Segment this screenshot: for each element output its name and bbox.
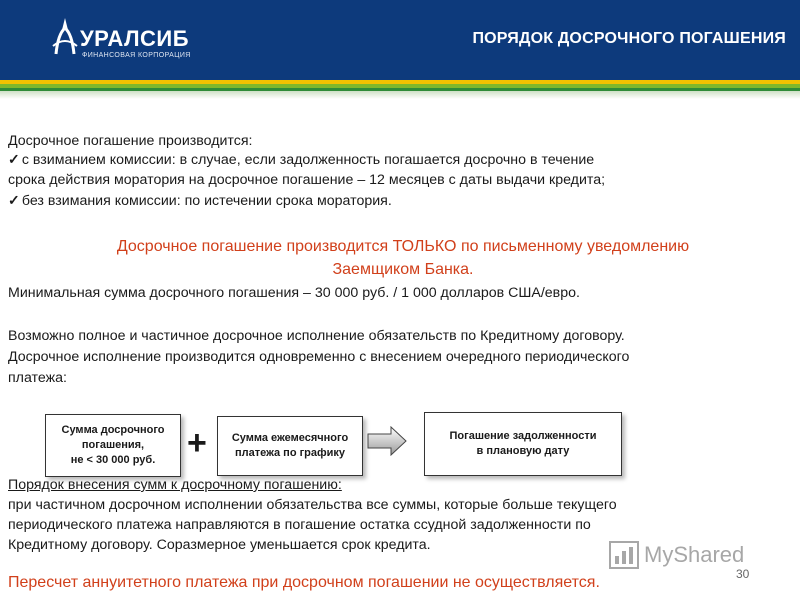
full-line2: Досрочное исполнение производится одновременно с внесением очередного периодического [8, 349, 630, 365]
item-commission [8, 151, 798, 170]
full-line3: платежа: [8, 370, 67, 386]
page-number: 30 [736, 567, 750, 581]
item-commission-line1: с взиманием комиссии: в случае, если задолженность погашается досрочно в течение [21, 152, 595, 168]
notice-line2: Заемщиком Банка. [332, 261, 474, 278]
item-no-commission-text: без взимания комиссии: по истечении срока моратория. [21, 193, 392, 209]
box1-line2: погашения, [81, 439, 145, 451]
slide-header [0, 0, 800, 80]
intro-text: Досрочное погашение производится: [8, 133, 253, 149]
box2-line1: Сумма ежемесячного [231, 432, 349, 444]
box1-line3: не < 30 000 руб. [70, 454, 156, 466]
logo-text: УРАЛСИБ [80, 26, 190, 51]
footer-notice: Пересчет аннуитетного платежа при досрочном погашении не осуществляется. [8, 574, 600, 591]
order-line1: при частичном досрочном исполнении обязательства все суммы, которые больше текущего [8, 497, 617, 513]
full-line1: Возможно полное и частичное досрочное исполнение обязательств по Кредитному договору. [8, 328, 625, 344]
box1-line1: Сумма досрочного [61, 424, 165, 436]
order-line2: периодического платежа направляются в погашение остатка ссудной задолженности по [8, 517, 591, 533]
arrow-right-icon [367, 426, 407, 456]
check-icon: ✓ [8, 152, 20, 168]
box-monthly-payment [217, 416, 363, 476]
min-sum-text: Минимальная сумма досрочного погашения – 30 000 руб. / 1 000 долларов США/евро. [8, 285, 580, 301]
item-commission-line2: срока действия моратория на досрочное погашение – 12 месяцев с даты выдачи кредита; [8, 172, 606, 188]
plus-icon: + [187, 424, 207, 462]
item-no-commission [8, 192, 798, 211]
box2-line2: платежа по графику [234, 447, 346, 459]
watermark-chart-icon [608, 540, 640, 570]
logo-mark-icon [50, 16, 80, 56]
box-early-payment-sum [45, 414, 181, 477]
page-title: ПОРЯДОК ДОСРОЧНОГО ПОГАШЕНИЯ [472, 30, 786, 47]
watermark-text: MyShared [644, 542, 745, 567]
order-line3: Кредитному договору. Соразмерное уменьшается срок кредита. [8, 537, 431, 553]
notice-line1: Досрочное погашение производится ТОЛЬКО по письменному уведомлению [116, 238, 690, 255]
stripe-fade [0, 91, 800, 99]
uralsib-logo [50, 14, 190, 66]
box3-line2: в плановую дату [476, 445, 570, 457]
order-heading: Порядок внесения сумм к досрочному погашению: [8, 477, 342, 493]
check-icon: ✓ [8, 193, 20, 209]
box-planned-repayment [424, 412, 622, 476]
logo-subtext: ФИНАНСОВАЯ КОРПОРАЦИЯ [82, 52, 191, 59]
box3-line1: Погашение задолженности [449, 430, 597, 442]
